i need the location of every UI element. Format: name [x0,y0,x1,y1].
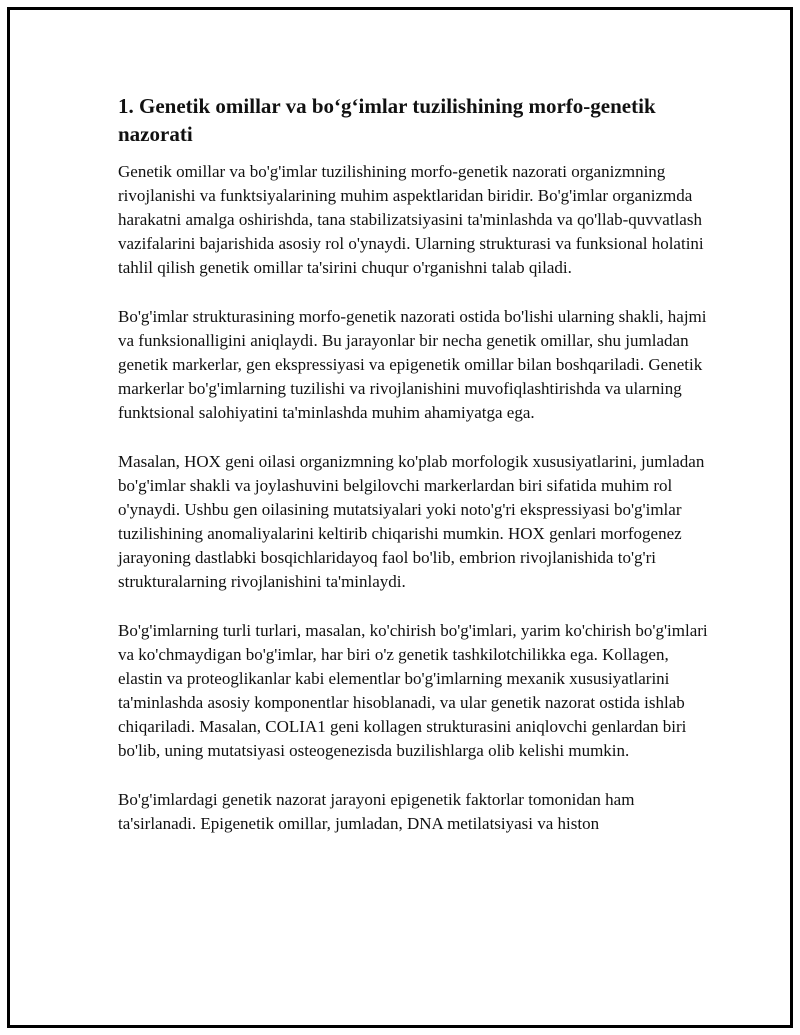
section-heading: 1. Genetik omillar va bo‘g‘imlar tuzilishining morfo-genetik nazorati [118,94,656,146]
paragraph: Masalan, HOX geni oilasi organizmning ko'plab morfologik xususiyatlarini, jumladan bo'g'imlar shakli va joylashuvini belgilovchi markerlardan biri sifatida muhim rol o'ynaydi. Ushbu gen oilasining mutatsiyalari yoki noto'g'ri ekspressiyasi bo'g'imlar tuzilishining anomaliyalarini keltirib chiqarishi mumkin. HOX genlari morfogenez jarayoning dastlabki bosqichlaridayoq faol bo'lib, embrion rivojlanishida to'g'ri strukturalarning rivojlanishini ta'minlaydi. [118,452,705,591]
paragraph: Bo'g'imlarning turli turlari, masalan, ko'chirish bo'g'imlari, yarim ko'chirish bo'g'imlari va ko'chmaydigan bo'g'imlar, har biri o'z genetik tashkilotchilikka ega. Kollagen, elastin va proteoglikanlar kabi elementlar bo'g'imlarning mexanik xususiyatlarini ta'minlashda asosiy komponentlar hisoblanadi, va ular genetik nazorat ostida ishlab chiqariladi. Masalan, COLIA1 geni kollagen strukturasini aniqlovchi genlardan biri bo'lib, uning mutatsiyasi osteogenezisda buzilishlarga olib kelishi mumkin. [118,621,708,760]
paragraph: Genetik omillar va bo'g'imlar tuzilishining morfo-genetik nazorati organizmning rivojlanishi va funktsiyalarining muhim aspektlaridan biridir. Bo'g'imlar organizmda harakatni amalga oshirishda, tana stabilizatsiyasini ta'minlashda va qo'llab-quvvatlash vazifalarini bajarishida asosiy rol o'ynaydi. Ularning strukturasi va funksional holatini tahlil qilish genetik omillar ta'sirini chuqur o'rganishni talab qiladi. [118,162,704,277]
paragraph: Bo'g'imlardagi genetik nazorat jarayoni epigenetik faktorlar tomonidan ham ta'sirlanadi. Epigenetik omillar, jumladan, DNA metilatsiyasi va histon [118,790,635,833]
paragraph: Bo'g'imlar strukturasining morfo-genetik nazorati ostida bo'lishi ularning shakli, hajmi va funksionalligini aniqlaydi. Bu jarayonlar bir necha genetik omillar, shu jumladan genetik markerlar, gen ekspressiyasi va epigenetik omillar bilan boshqariladi. Genetik markerlar bo'g'imlarning tuzilishi va rivojlanishini muvofiqlashtirishda va ularning funktsional salohiyatini ta'minlashda muhim ahamiyatga ega. [118,307,707,422]
document-body [118,92,708,861]
